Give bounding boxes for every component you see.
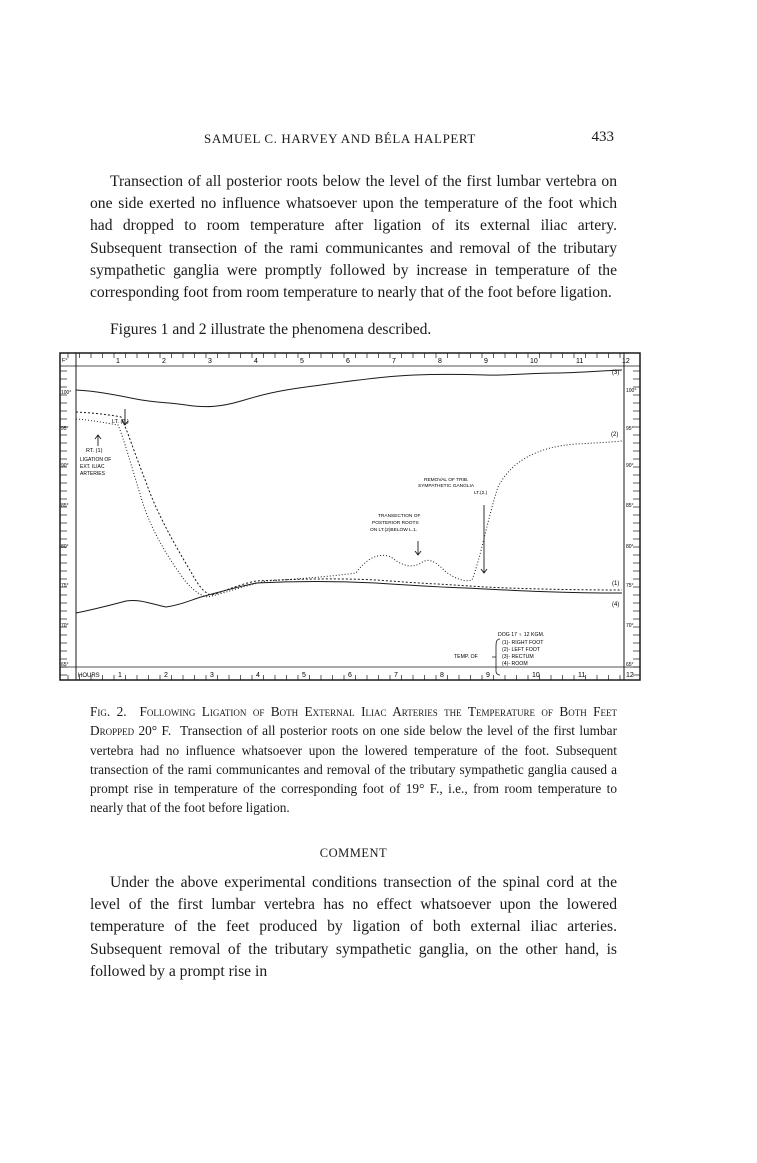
legend-item-2: (2)- LEFT FOOT xyxy=(502,647,540,653)
curve-label-1: (1) xyxy=(612,581,620,587)
comment-heading: COMMENT xyxy=(319,846,388,860)
top-scale-label-1: 1 xyxy=(116,358,120,365)
legend-dog: DOG 17 ♀ 12 KGM. xyxy=(498,632,545,638)
left-scale-100: 100° xyxy=(61,390,72,396)
bottom-scale-label-2: 2 xyxy=(164,672,168,679)
figure-2-svg xyxy=(56,347,650,689)
annotation-transection-2: POSTERIOR ROOTS xyxy=(372,521,419,526)
top-scale-label-5: 5 xyxy=(300,358,304,365)
curve-label-3: (3) xyxy=(612,370,620,376)
body-paragraph-1: Transection of all posterior roots below the level of the first lumbar vertebra on one side exerted no influence whatsoever upon the temperature of the foot which had dropped to room temperature after ligation of its external iliac artery. Subsequent transection of the rami communicantes and removal of the tributary sympathetic ganglia were promptly followed by increase in temperature of the corresponding foot from room temperature to nearly that of the foot before ligation. xyxy=(90,173,617,302)
transection-arrow xyxy=(415,541,421,555)
bottom-scale-label-7: 7 xyxy=(394,672,398,679)
caption-text: Transection of all posterior roots on one side below the level of the first lumbar vertebra had no influence whatsoever upon the lowered temperature of the foot. Subsequent transection of the rami communicantes and removal of the tributary sympathetic ganglia caused a prompt rise in temperature of the corresponding foot of 19° F., i.e., from room temperature to nearly that of the foot before ligation. xyxy=(90,723,618,816)
figure-caption xyxy=(90,702,617,818)
annotation-ligation-1: LIGATION OF xyxy=(80,457,112,463)
bottom-scale-label-10: 10 xyxy=(532,672,540,679)
top-scale-label-2: 2 xyxy=(162,358,166,365)
legend-item-3: (3)- RECTUM xyxy=(502,654,534,660)
curve-4-room xyxy=(76,582,622,614)
right-scale-80: 80° xyxy=(626,544,634,550)
top-scale-label-8: 8 xyxy=(438,358,442,365)
top-scale-label-11: 11 xyxy=(576,358,584,365)
caption-title: Following Ligation of Both External Iliac Arteries the Temperature of Both Feet Dropped 20° F. xyxy=(90,704,618,739)
left-scale-75: 75° xyxy=(61,583,69,589)
curve-label-2: (2) xyxy=(611,432,619,438)
annotation-ligation-3: ARTERIES xyxy=(80,471,105,477)
right-scale-95: 95° xyxy=(626,426,634,432)
top-scale-label-3: 3 xyxy=(208,358,212,365)
bottom-scale-label-9: 9 xyxy=(486,672,490,679)
annotation-removal-3: LT.(2.) xyxy=(474,491,488,496)
annotation-transection-1: TRANSECTION OF xyxy=(378,514,421,519)
annotation-lt2: LT. (2.) xyxy=(112,419,129,425)
bottom-scale-label-12: 12 xyxy=(626,672,634,679)
caption-fig-label: Fig. 2. xyxy=(90,704,127,719)
top-scale-label-9: 9 xyxy=(484,358,488,365)
legend-item-4: (4)- ROOM xyxy=(502,661,528,667)
body-paragraph-2: Figures 1 and 2 illustrate the phenomena described. xyxy=(110,321,432,338)
left-scale-unit: F° xyxy=(62,358,68,364)
bottom-scale-label-8: 8 xyxy=(440,672,444,679)
left-scale-95: 95° xyxy=(61,426,69,432)
rt1-arrow xyxy=(95,435,101,446)
page-number: 433 xyxy=(591,129,614,145)
left-scale-85: 85° xyxy=(61,503,69,509)
left-scale-65: 65° xyxy=(61,662,69,668)
removal-arrow xyxy=(481,505,487,573)
figure-2-chart xyxy=(56,347,650,689)
scale-ticks xyxy=(60,353,640,680)
annotation-removal-2: SYMPATHETIC GANGLIA xyxy=(418,484,475,489)
comment-paragraph: Under the above experimental conditions transection of the spinal cord at the level of the first lumbar vertebra has no effect whatsoever upon the lowered temperature of the feet produced by ligation of both external iliac arteries. Subsequent removal of the tributary sympathetic ganglia, on the other hand, is followed by a prompt rise in xyxy=(90,874,617,980)
right-scale-100: 100° xyxy=(626,388,637,394)
top-scale-label-7: 7 xyxy=(392,358,396,365)
legend-item-1: (1)- RIGHT FOOT xyxy=(502,640,544,646)
curve-3-rectum xyxy=(76,370,622,407)
hours-label: HOURS xyxy=(78,673,100,679)
top-scale-label-4: 4 xyxy=(254,358,258,365)
running-header xyxy=(108,131,616,151)
bottom-scale-label-3: 3 xyxy=(210,672,214,679)
top-scale-label-12: 12 xyxy=(622,358,630,365)
annotation-removal-1: REMOVAL OF TRIB. xyxy=(424,478,469,483)
top-scale-label-6: 6 xyxy=(346,358,350,365)
curve-2-left-foot xyxy=(76,419,622,597)
legend-temp-of: TEMP. OF xyxy=(454,654,478,660)
right-scale-65: 65° xyxy=(626,662,634,668)
curve-1-right-foot xyxy=(76,412,622,595)
annotation-ligation-2: EXT. ILIAC xyxy=(80,464,105,470)
left-scale-90: 90° xyxy=(61,463,69,469)
curve-label-4: (4) xyxy=(612,602,620,608)
right-scale-70: 70° xyxy=(626,623,634,629)
running-title: SAMUEL C. HARVEY AND BÉLA HALPERT xyxy=(204,131,476,146)
right-scale-85: 85° xyxy=(626,503,634,509)
chart-frame xyxy=(60,353,640,680)
annotation-transection-3: ON LT.(2)BELOW L.1. xyxy=(370,528,418,533)
annotation-rt1: RT. (1) xyxy=(86,448,103,454)
right-scale-75: 75° xyxy=(626,583,634,589)
left-scale-70: 70° xyxy=(61,623,69,629)
bottom-scale-label-5: 5 xyxy=(302,672,306,679)
legend-brace xyxy=(492,639,500,675)
bottom-scale-label-1: 1 xyxy=(118,672,122,679)
right-scale-90: 90° xyxy=(626,463,634,469)
bottom-scale-label-4: 4 xyxy=(256,672,260,679)
top-scale-label-10: 10 xyxy=(530,358,538,365)
left-scale-80: 80° xyxy=(61,544,69,550)
bottom-scale-label-11: 11 xyxy=(578,672,586,679)
bottom-scale-label-6: 6 xyxy=(348,672,352,679)
